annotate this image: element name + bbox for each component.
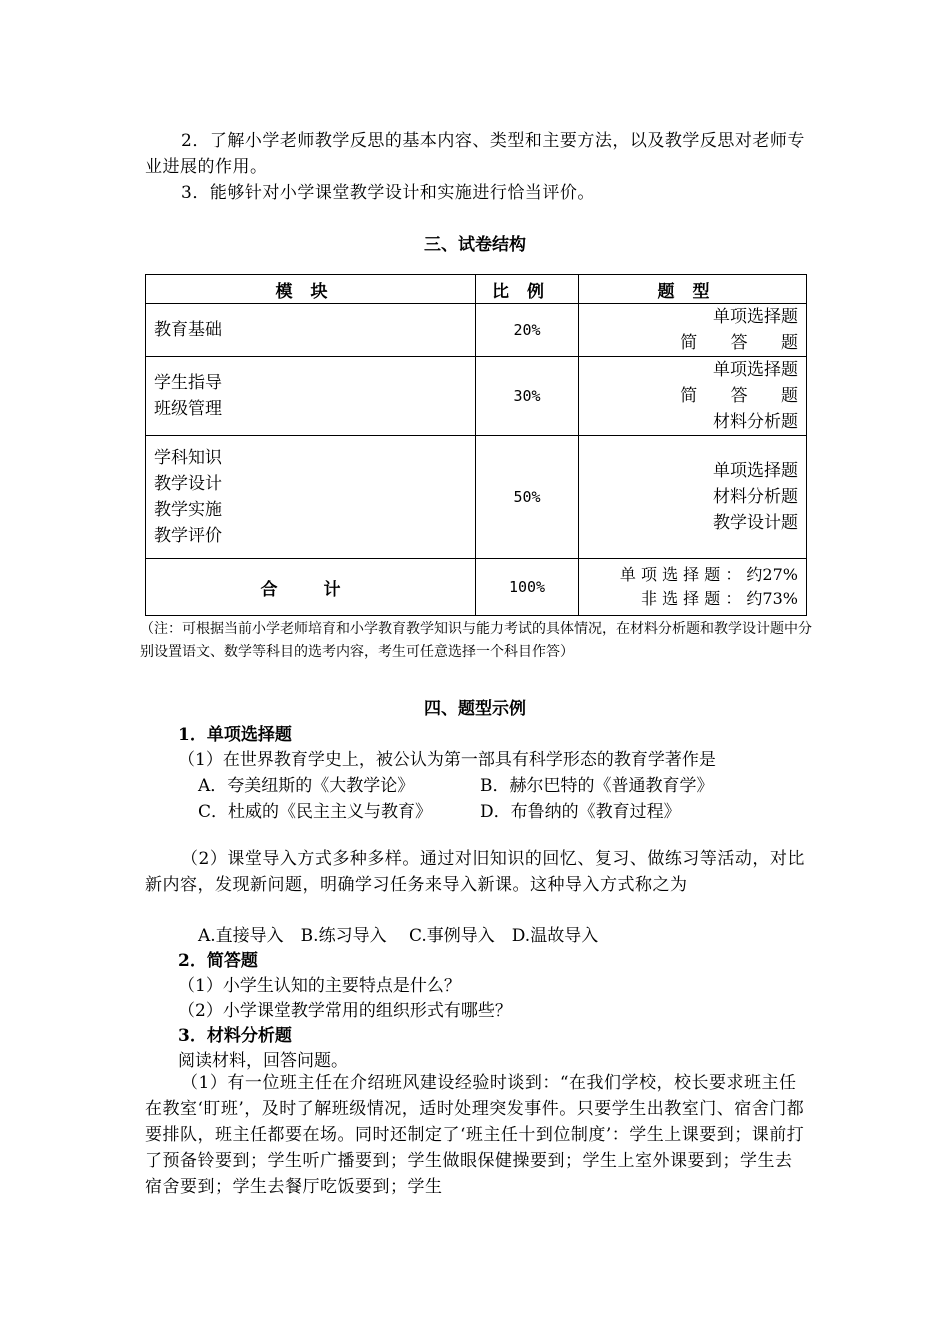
table-header-row <box>146 275 807 304</box>
q3-1-material: （1）有一位班主任在介绍班风建设经验时谈到：“在我们学校，校长要求班主任在教室‘盯班’，及时了解班级情况，适时处理突发事件。只要学生出教室门、宿舍门都要排队，班主任都要在场。同时还制定了‘班主任十到位制度’：学生上课要到；课前打了预备铃要到；学生听广播要到；学生做眼保健操要到；学生上室外课要到；学生去宿舍要到；学生去餐厅吃饭要到；学生 <box>145 1073 805 1197</box>
total-type-choice: 单 项 选 择 题 ： 约27% <box>619 565 798 584</box>
module-cell <box>146 304 476 357</box>
table-row <box>146 436 807 559</box>
module-cell <box>146 436 476 559</box>
type-cell <box>579 436 807 559</box>
header-ratio: 比例 <box>476 275 579 304</box>
q1-2-options: A.直接导入 B.练习导入 C.事例导入 D.温故导入 <box>198 926 599 946</box>
total-label: 合 计 <box>146 559 476 616</box>
table-total-row <box>146 559 807 616</box>
header-module: 模块 <box>146 275 476 304</box>
question-type: 材料分析题 <box>713 412 798 432</box>
question-type: 单项选择题 <box>713 307 798 327</box>
q2-1: （1）小学生认知的主要特点是什么？ <box>178 976 461 996</box>
question-type: 简 答 题 <box>680 333 812 353</box>
ratio-cell: 30% <box>476 357 579 436</box>
table-row <box>146 357 807 436</box>
module-name: 学科知识 <box>154 448 222 468</box>
module-name: 教学设计 <box>154 474 222 494</box>
section4-title: 四、题型示例 <box>424 699 526 719</box>
q2-2: （2）小学课堂教学常用的组织形式有哪些？ <box>178 1001 512 1021</box>
q1-1-option-a: A．夸美纽斯的《大教学论》 <box>198 776 415 796</box>
question-type: 单项选择题 <box>713 360 798 380</box>
total-ratio: 100% <box>476 559 579 616</box>
question-type: 材料分析题 <box>713 487 798 507</box>
module-name: 班级管理 <box>154 399 222 419</box>
q3-title: 3．材料分析题 <box>178 1026 292 1046</box>
section3-title: 三、试卷结构 <box>424 235 526 255</box>
q3-intro: 阅读材料，回答问题。 <box>178 1051 348 1071</box>
total-types-cell <box>579 559 807 616</box>
module-cell <box>146 357 476 436</box>
q1-1-option-b: B．赫尔巴特的《普通教育学》 <box>480 776 714 796</box>
exam-structure-table <box>145 274 812 616</box>
table-row <box>146 304 807 357</box>
header-type: 题型 <box>579 275 807 304</box>
q1-1-stem: （1）在世界教育学史上，被公认为第一部具有科学形态的教育学著作是 <box>178 750 716 770</box>
ratio-cell: 50% <box>476 436 579 559</box>
type-cell <box>579 357 812 436</box>
type-cell <box>579 304 812 357</box>
q1-1-option-c: C．杜威的《民主主义与教育》 <box>198 802 433 822</box>
table-note: （注：可根据当前小学老师培育和小学教育教学知识与能力考试的具体情况，在材料分析题和教学设计题中分别设置语文、数学等科目的选考内容，考生可任意选择一个科目作答） <box>140 621 812 660</box>
q1-2-stem: （2）课堂导入方式多种多样。通过对旧知识的回忆、复习、做练习等活动，对比新内容，发现新问题，明确学习任务来导入新课。这种导入方式称之为 <box>145 849 805 895</box>
question-type: 简 答 题 <box>680 386 812 406</box>
ratio-cell: 20% <box>476 304 579 357</box>
q2-title: 2．简答题 <box>178 951 258 971</box>
module-name: 学生指导 <box>154 373 222 393</box>
intro-item-3: 3．能够针对小学课堂教学设计和实施进行恰当评价。 <box>181 183 595 203</box>
module-name: 教育基础 <box>154 320 222 340</box>
question-type: 教学设计题 <box>713 513 798 533</box>
q1-1-option-d: D．布鲁纳的《教育过程》 <box>480 802 681 822</box>
module-name: 教学实施 <box>154 500 222 520</box>
total-type-nonchoice: 非 选 择 题 ： 约73% <box>641 589 798 608</box>
question-type: 单项选择题 <box>713 461 798 481</box>
module-name: 教学评价 <box>154 526 222 546</box>
q1-title: 1．单项选择题 <box>178 725 292 745</box>
intro-item-2: 2．了解小学老师教学反思的基本内容、类型和主要方法，以及教学反思对老师专业进展的作用。 <box>145 131 805 177</box>
